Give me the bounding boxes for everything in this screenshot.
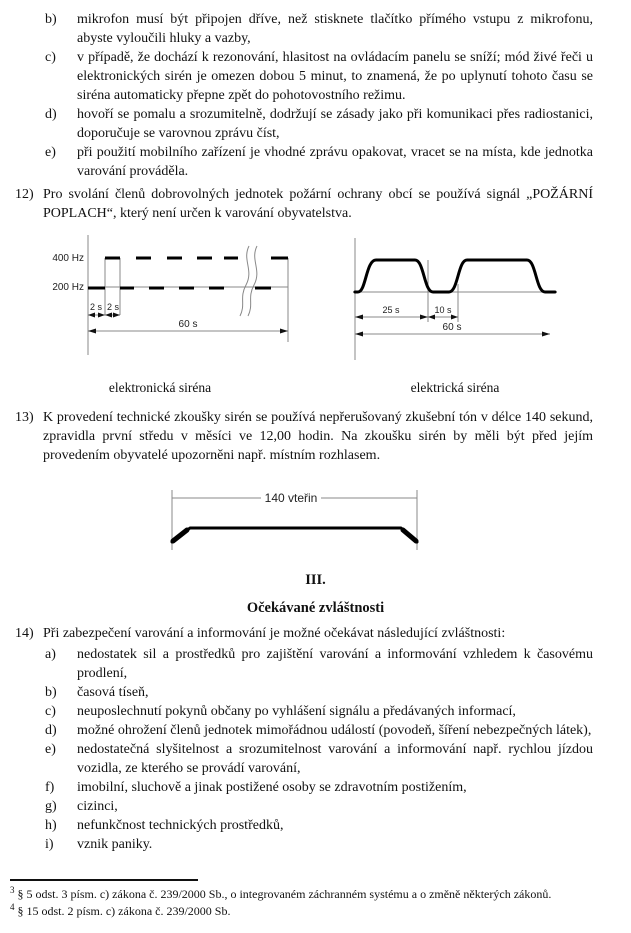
paragraph-12 <box>15 185 593 223</box>
section-title: Očekávané zvláštnosti <box>246 600 385 616</box>
list-item <box>45 683 593 702</box>
list-text: mikrofon musí být připojen dříve, než stisknete tlačítko přímého vstupu z mikrofonu, abyste vyloučili hluky a vazby, <box>77 12 593 46</box>
list-text: vznik paniky. <box>77 837 153 852</box>
svg-text:2 s: 2 s <box>106 302 120 312</box>
siren-pulse-curve <box>355 260 555 292</box>
list-item <box>45 740 593 778</box>
list-item <box>45 797 593 816</box>
svg-text:60 s: 60 s <box>442 322 462 333</box>
list-text: nedostatek sil a prostředků pro zajištění varování a informování vzhledem k časovému prodlení, <box>77 647 593 681</box>
freq-label-200hz: 200 Hz <box>52 282 84 293</box>
dimension-label-140s: 140 vteřin <box>264 491 318 505</box>
break-squiggle <box>240 246 257 316</box>
list-marker: b) <box>45 12 57 27</box>
list-item <box>45 48 593 105</box>
list-text: cizinci, <box>77 799 118 814</box>
freq-label-400hz: 400 Hz <box>52 253 84 264</box>
footnote <box>10 903 615 920</box>
list-marker: c) <box>45 50 56 65</box>
footnote <box>10 886 615 903</box>
caption-electric-siren: elektrická siréna <box>410 380 500 395</box>
list-item <box>45 835 593 854</box>
test-tone-waveform <box>163 483 433 568</box>
curve-ramp-right <box>403 530 416 541</box>
list-text: při použití mobilního zařízení je vhodné zprávu opakovat, vracet se na místa, kde jednotka varování prováděla. <box>77 145 593 179</box>
list-text: možné ohrožení členů jednotek mimořádnou událostí (povodeň, šíření nebezpečných látek), <box>77 723 592 738</box>
footnotes <box>10 886 615 920</box>
svg-text:10 s: 10 s <box>434 305 452 315</box>
list-marker: b) <box>45 685 57 700</box>
electric-siren-diagram <box>345 230 565 362</box>
list-marker: d) <box>45 107 57 122</box>
list-marker: a) <box>45 647 56 662</box>
test-tone-diagram <box>163 483 433 568</box>
list-item <box>45 105 593 143</box>
list-marker: g) <box>45 799 57 814</box>
curve-ramp-left <box>173 530 187 541</box>
paragraph-text: Pro svolání členů dobrovolných jednotek požární ochrany obcí se používá signál „POŽÁRNÍ POPLACH“, který není určen k varování obyvatelstva. <box>43 187 593 221</box>
list-marker: e) <box>45 145 56 160</box>
paragraph-14 <box>15 624 593 643</box>
footnote-marker: 3 <box>10 885 15 895</box>
list-item <box>45 721 593 740</box>
list-marker: 13) <box>15 410 34 425</box>
paragraph-text: Při zabezpečení varování a informování je možné očekávat následující zvláštnosti: <box>43 626 506 641</box>
list-text: imobilní, sluchově a jinak postižené osoby se zdravotním postižením, <box>77 780 467 795</box>
footnote-separator <box>10 879 198 881</box>
electronic-siren-diagram <box>43 230 308 360</box>
paragraph-text: K provedení technické zkoušky sirén se používá nepřerušovaný zkušební tón v délce 140 sekund, zpravidla první středu v měsíci ve 12,00 hodin. Na zkoušku sirén by měli být před jejím provedením obyvatelé upozorněni např. místním rozhlasem. <box>43 410 593 463</box>
list-text: hovoří se pomalu a srozumitelně, dodržují se zásady jako při komunikaci přes radiostanici, doporučuje se varovnou zprávu číst, <box>77 107 593 141</box>
list-marker: e) <box>45 742 56 757</box>
dimension-60s <box>355 322 550 337</box>
list-marker: 14) <box>15 626 34 641</box>
list-item <box>45 778 593 797</box>
footnote-marker: 4 <box>10 902 15 912</box>
list-marker: c) <box>45 704 56 719</box>
list-14 <box>45 645 593 854</box>
electric-siren-waveform <box>345 230 565 362</box>
dimension-10s <box>428 305 458 320</box>
electronic-siren-waveform <box>43 230 308 360</box>
list-item <box>45 645 593 683</box>
list-top <box>45 10 593 181</box>
list-marker: i) <box>45 837 54 852</box>
list-item <box>45 143 593 181</box>
list-marker: d) <box>45 723 57 738</box>
footnote-text: § 5 odst. 3 písm. c) zákona č. 239/2000 Sb., o integrovaném záchranném systému a o změně některých zákonů. <box>17 887 552 901</box>
dimension-60s <box>88 319 288 334</box>
list-text: časová tíseň, <box>77 685 149 700</box>
svg-text:2 s: 2 s <box>89 302 103 312</box>
list-item <box>45 702 593 721</box>
svg-text:25 s: 25 s <box>382 305 400 315</box>
dimension-25s <box>355 305 428 320</box>
section-number: III. <box>305 572 326 588</box>
footnote-text: § 15 odst. 2 písm. c) zákona č. 239/2000 Sb. <box>17 904 231 918</box>
list-marker: h) <box>45 818 57 833</box>
list-text: neuposlechnutí pokynů občany po vyhlášení signálu a předávaných informací, <box>77 704 516 719</box>
dimension-2s <box>88 302 120 318</box>
list-marker: 12) <box>15 187 34 202</box>
paragraph-13 <box>15 408 593 465</box>
list-text: nedostatečná slyšitelnost a srozumitelnost varování a informování např. rychlou jízdou vozidla, ze kterého se provádí varování, <box>77 742 593 776</box>
svg-text:60 s: 60 s <box>178 319 198 330</box>
list-marker: f) <box>45 780 55 795</box>
test-tone-curve <box>172 528 417 542</box>
caption-electronic-siren: elektronická siréna <box>108 380 212 395</box>
list-item <box>45 10 593 48</box>
list-text: v případě, že dochází k rezonování, hlasitost na ovládacím panelu se sníží; mód živé řeči u elektronických sirén je omezen dobou 5 minut, to znamená, že po uplynutí tohoto času se siréna automaticky přepne zpět do pohotovostního režimu. <box>77 50 593 103</box>
list-text: nefunkčnost technických prostředků, <box>77 818 284 833</box>
list-item <box>45 816 593 835</box>
